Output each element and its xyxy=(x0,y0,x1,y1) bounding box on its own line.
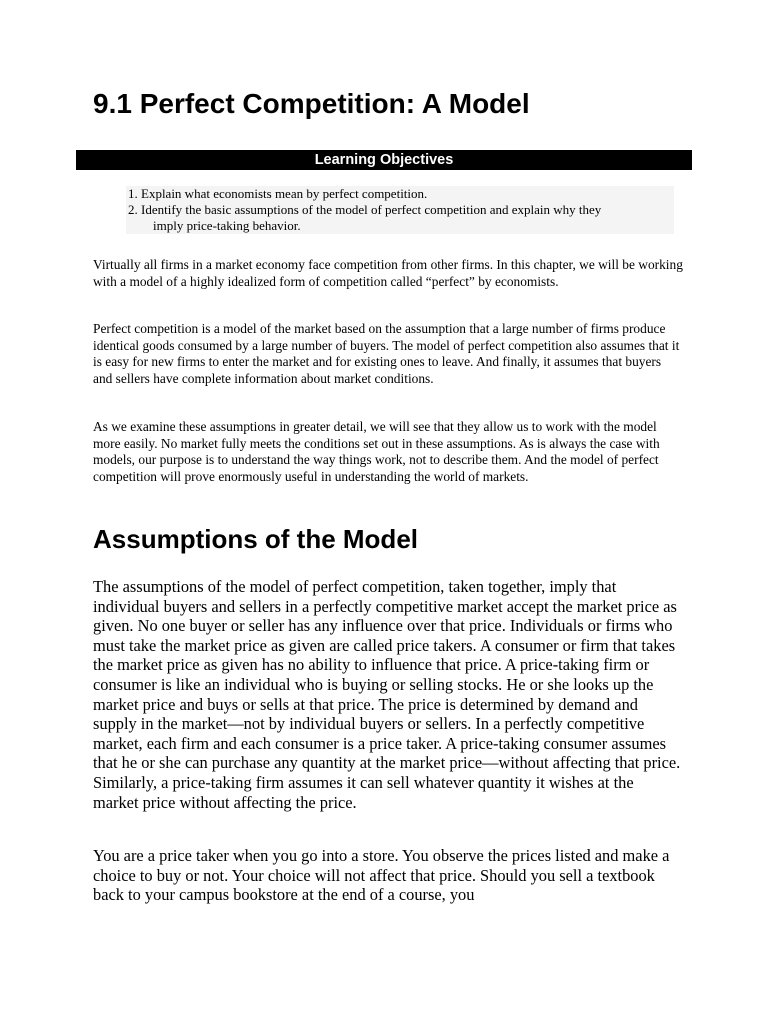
objective-number: 1. xyxy=(128,186,138,201)
learning-objectives-list xyxy=(126,186,674,234)
objective-item xyxy=(126,186,674,202)
body-paragraph: The assumptions of the model of perfect competition, taken together, imply that individual buyers and sellers in a perfectly competitive market accept the market price as given. No one buyer or seller has any influence over that price. Individuals or firms who must take the market price as given are called price takers. A consumer or firm that takes the market price as given has no ability to influence that price. A price-taking firm or consumer is like an individual who is buying or selling stocks. He or she looks up the market price and buys or sells at that price. The price is determined by demand and supply in the market—not by individual buyers or sellers. In a perfectly competitive market, each firm and each consumer is a price taker. A price-taking consumer assumes that he or she can purchase any quantity at the market price—without affecting that price. Similarly, a price-taking firm assumes it can sell whatever quantity it wishes at the market price without affecting the price. xyxy=(93,577,681,812)
objective-text xyxy=(141,202,674,234)
objective-text-line: imply price-taking behavior. xyxy=(153,218,301,233)
objective-text-line: Identify the basic assumptions of the model of perfect competition and explain why they xyxy=(141,202,602,217)
page-title: 9.1 Perfect Competition: A Model xyxy=(93,88,530,119)
objective-text: Explain what economists mean by perfect competition. xyxy=(141,186,428,201)
intro-paragraph: Perfect competition is a model of the market based on the assumption that a large number of firms produce identical goods consumed by a large number of buyers. The model of perfect competition also assumes that it is easy for new firms to enter the market and for existing ones to leave. And finally, it assumes that buyers and sellers have complete information about market conditions. xyxy=(93,321,680,386)
intro-paragraph: As we examine these assumptions in greater detail, we will see that they allow us to work with the model more easily. No market fully meets the conditions set out in these assumptions. As is always the case with models, our purpose is to understand the way things work, not to describe them. And the model of perfect competition will prove enormously useful in understanding the world of markets. xyxy=(93,419,660,484)
learning-objectives-header: Learning Objectives xyxy=(76,150,692,170)
objective-item xyxy=(126,202,674,234)
intro-paragraph: Virtually all firms in a market economy face competition from other firms. In this chapter, we will be working with a model of a highly idealized form of competition called “perfect” by economists. xyxy=(93,257,683,289)
body-paragraph: You are a price taker when you go into a store. You observe the prices listed and make a choice to buy or not. Your choice will not affect that price. Should you sell a textbook back to your campus bookstore at the end of a course, you xyxy=(93,846,670,905)
objective-number: 2. xyxy=(128,202,138,217)
section-heading: Assumptions of the Model xyxy=(93,524,418,554)
learning-objectives-box xyxy=(126,186,674,234)
